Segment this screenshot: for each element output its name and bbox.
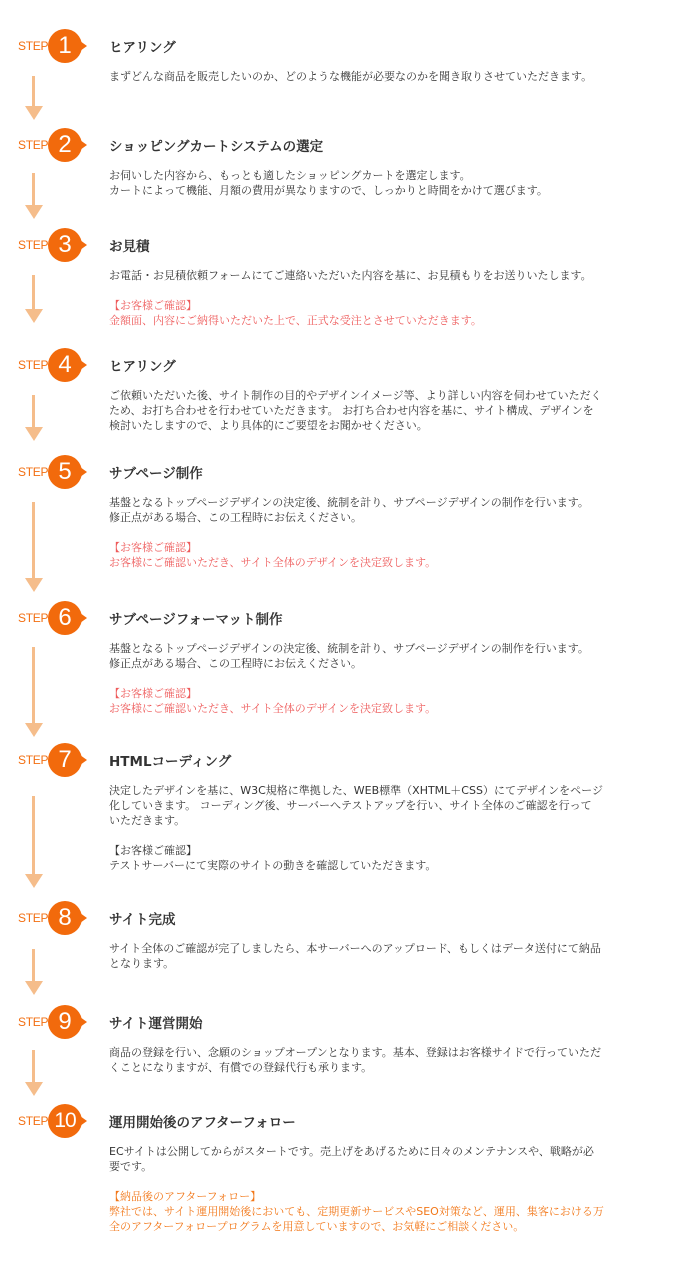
description-line: 修正点がある場合、この工程時にお伝えください。 (109, 657, 362, 670)
step-badge (18, 1005, 98, 1039)
pointer-icon (80, 41, 87, 51)
step-number: 2 (48, 128, 82, 162)
step-description (109, 268, 654, 328)
step-badge (18, 901, 98, 935)
step-badge (18, 128, 98, 162)
arrow-down-icon (25, 395, 43, 441)
step-badge (18, 455, 98, 489)
note-line: 金額面、内容にご納得いただいた上で、正式な受注とさせていただきます。 (109, 314, 482, 327)
description-line: ECサイトは公開してからがスタートです。売上げをあげるために日々のメンテナンスや、戦略が必 (109, 1145, 594, 1158)
step-label: STEP (18, 238, 49, 252)
step-description (109, 168, 654, 198)
description-line: ご依頼いただいた後、サイト制作の目的やデザインイメージ等、より詳しい内容を伺わせていただく (109, 389, 602, 402)
step-label: STEP (18, 1114, 49, 1128)
step-title: サイト運営開始 (109, 1016, 203, 1032)
step-number: 8 (48, 901, 82, 935)
step-description (109, 1045, 654, 1075)
step-label: STEP (18, 611, 49, 625)
step-label: STEP (18, 465, 49, 479)
description-line: ため、お打ち合わせを行わせていただきます。 お打ち合わせ内容を基に、サイト構成、デザインを (109, 404, 594, 417)
description-line: 検討いたしますので、より具体的にご要望をお聞かせください。 (109, 419, 428, 432)
step-title: HTMLコーディング (109, 754, 232, 770)
step-title: サブページ制作 (109, 466, 203, 482)
description-line: くことになりますが、有償での登録代行も承ります。 (109, 1061, 373, 1074)
step-description (109, 641, 654, 716)
step-label: STEP (18, 1015, 49, 1029)
step-number: 3 (48, 228, 82, 262)
pointer-icon (80, 1116, 87, 1126)
pointer-icon (80, 140, 87, 150)
description-line: となります。 (109, 957, 175, 970)
customer-confirmation-note (109, 540, 654, 570)
note-line: テストサーバーにて実際のサイトの動きを確認していただきます。 (109, 859, 437, 872)
step-number: 1 (48, 29, 82, 63)
description-line: 基盤となるトップページデザインの決定後、統制を計り、サブページデザインの制作を行います。 (109, 496, 589, 509)
description-line: お伺いした内容から、もっとも適したショッピングカートを選定します。 (109, 169, 471, 182)
pointer-icon (80, 467, 87, 477)
customer-confirmation-note (109, 843, 654, 873)
pointer-icon (80, 1017, 87, 1027)
note-line: 弊社では、サイト運用開始後においても、定期更新サービスやSEO対策など、運用、集客における万 (109, 1205, 604, 1218)
step-title: サブページフォーマット制作 (109, 612, 283, 628)
note-heading: 【納品後のアフターフォロー】 (109, 1190, 262, 1203)
note-heading: 【お客様ご確認】 (109, 844, 197, 857)
step-number: 5 (48, 455, 82, 489)
arrow-down-icon (25, 76, 43, 120)
arrow-down-icon (25, 647, 43, 737)
step-badge (18, 348, 98, 382)
note-line: お客様にご確認いただき、サイト全体のデザインを決定致します。 (109, 702, 437, 715)
arrow-down-icon (25, 173, 43, 219)
note-heading: 【お客様ご確認】 (109, 687, 197, 700)
step-label: STEP (18, 358, 49, 372)
pointer-icon (80, 360, 87, 370)
step-description (109, 941, 654, 971)
customer-confirmation-note (109, 298, 654, 328)
step-title: お見積 (109, 239, 150, 255)
description-line: カートによって機能、月額の費用が異なりますので、しっかりと時間をかけて選びます。 (109, 184, 548, 197)
pointer-icon (80, 240, 87, 250)
description-line: 要です。 (109, 1160, 153, 1173)
step-badge (18, 743, 98, 777)
description-line: まずどんな商品を販売したいのか、どのような機能が必要なのかを聞き取りさせていただきます。 (109, 70, 593, 83)
step-badge (18, 601, 98, 635)
step-badge (18, 29, 98, 63)
step-number: 7 (48, 743, 82, 777)
step-description (109, 495, 654, 570)
arrow-down-icon (25, 796, 43, 888)
step-title: ヒアリング (109, 40, 176, 56)
step-number: 6 (48, 601, 82, 635)
step-number: 9 (48, 1005, 82, 1039)
after-follow-note (109, 1189, 654, 1234)
step-title: 運用開始後のアフターフォロー (109, 1115, 296, 1131)
step-description (109, 69, 654, 84)
arrow-down-icon (25, 502, 43, 592)
step-number: 4 (48, 348, 82, 382)
description-line: 化していきます。 コーディング後、サーバーへテストアップを行い、サイト全体のご確認を行って (109, 799, 592, 812)
pointer-icon (80, 613, 87, 623)
step-number: 10 (48, 1104, 82, 1138)
customer-confirmation-note (109, 686, 654, 716)
step-title: ショッピングカートシステムの選定 (109, 139, 324, 155)
description-line: お電話・お見積依頼フォームにてご連絡いただいた内容を基に、お見積もりをお送りいたします。 (109, 269, 592, 282)
description-line: 商品の登録を行い、念願のショップオープンとなります。基本、登録はお客様サイドで行っていただ (109, 1046, 602, 1059)
step-label: STEP (18, 911, 49, 925)
description-line: 基盤となるトップページデザインの決定後、統制を計り、サブページデザインの制作を行います。 (109, 642, 589, 655)
arrow-down-icon (25, 949, 43, 995)
step-description (109, 388, 654, 433)
description-line: 修正点がある場合、この工程時にお伝えください。 (109, 511, 362, 524)
arrow-down-icon (25, 1050, 43, 1096)
note-heading: 【お客様ご確認】 (109, 541, 197, 554)
step-description (109, 783, 654, 873)
step-description (109, 1144, 654, 1234)
step-title: ヒアリング (109, 359, 176, 375)
pointer-icon (80, 755, 87, 765)
step-label: STEP (18, 753, 49, 767)
arrow-down-icon (25, 275, 43, 323)
description-line: サイト全体のご確認が完了しましたら、本サーバーへのアップロード、もしくはデータ送付にて納品 (109, 942, 601, 955)
step-badge (18, 228, 98, 262)
note-line: 全のアフターフォロープログラムを用意していますので、お気軽にご相談ください。 (109, 1220, 525, 1233)
step-badge (18, 1104, 98, 1138)
step-label: STEP (18, 39, 49, 53)
note-line: お客様にご確認いただき、サイト全体のデザインを決定致します。 (109, 556, 437, 569)
description-line: 決定したデザインを基に、W3C規格に準拠した、WEB標準（XHTML＋CSS）にてデザインをページ (109, 784, 603, 797)
note-heading: 【お客様ご確認】 (109, 299, 197, 312)
step-label: STEP (18, 138, 49, 152)
step-title: サイト完成 (109, 912, 176, 928)
description-line: いただきます。 (109, 814, 186, 827)
pointer-icon (80, 913, 87, 923)
